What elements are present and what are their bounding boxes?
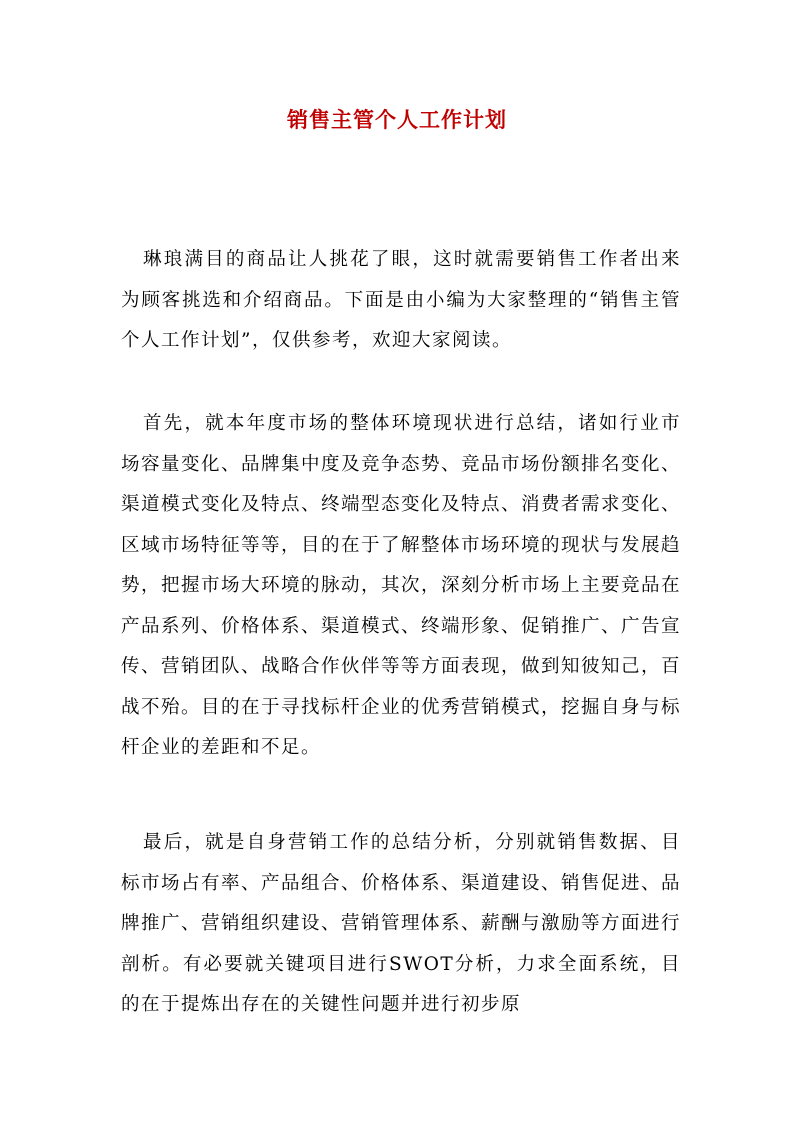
page-title: 销售主管个人工作计划: [287, 107, 507, 132]
paragraph-self-analysis: 最后，就是自身营销工作的总结分析，分别就销售数据、目标市场占有率、产品组合、价格体系、渠道建设、销售促进、品牌推广、营销组织建设、营销管理体系、薪酬与激励等方面进行剖析。有必要就关键项目进行SWOT分析，力求全面系统，目的在于提炼出存在的关键性问题并进行初步原: [121, 832, 682, 1015]
paragraph-intro: 琳琅满目的商品让人挑花了眼，这时就需要销售工作者出来为顾客挑选和介绍商品。下面是由小编为大家整理的“销售主管个人工作计划”，仅供参考，欢迎大家阅读。: [121, 249, 681, 351]
paragraph-market-analysis: 首先，就本年度市场的整体环境现状进行总结，诸如行业市场容量变化、品牌集中度及竞争态势、竞品市场份额排名变化、渠道模式变化及特点、终端型态变化及特点、消费者需求变化、区域市场特征等等，目的在于了解整体市场环境的现状与发展趋势，把握市场大环境的脉动，其次，深刻分析市场上主要竞品在产品系列、价格体系、渠道模式、终端形象、促销推广、广告宣传、营销团队、战略合作伙伴等等方面表现，做到知彼知己，百战不殆。目的在于寻找标杆企业的优秀营销模式，挖掘自身与标杆企业的差距和不足。: [121, 413, 682, 758]
